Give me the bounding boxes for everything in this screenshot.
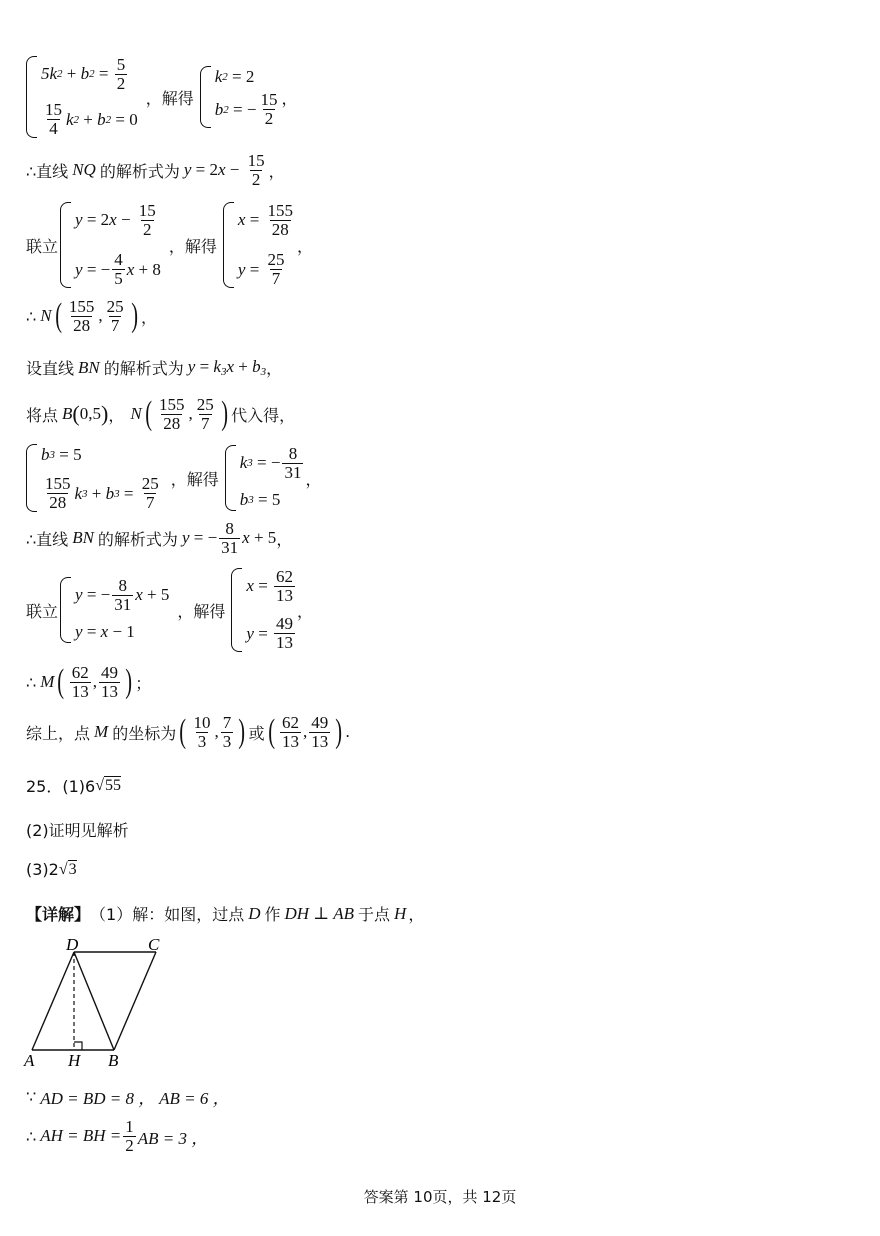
point-h: H — [394, 903, 407, 923]
jiede-text: ，解得 — [168, 236, 217, 256]
label-h: H — [68, 1051, 81, 1070]
jiede-text: ，解得 — [145, 88, 194, 108]
because-expression: AD = BD = 8 ， AB = 6 ， — [40, 1089, 230, 1108]
prefix-text: 将点 — [26, 405, 59, 425]
sqrt-value: 55 — [105, 777, 121, 794]
prefix-text: ∴直线 — [26, 529, 69, 549]
line-nq-expression: ∴直线 NQ 的解析式为 y = 2x − $\frac{15}{2}$ ， — [26, 151, 285, 189]
system-bn-intersection: 联立 y = − $\frac{8}{31}$ x + 5 y = x − 1 ，解得 x = $\frac{62}{13}$ y = $\frac{49}{13}$ ， — [26, 567, 314, 653]
therefore-line: ∴ AH = BH = $\frac{1}{2}$ AB = 3 ， — [26, 1117, 209, 1155]
system-k2-b2: 5 k 2 + b 2 = $\frac{5}{2}$ $\frac{15}{4}$ k 2 + b 2 = 0 ，解得 k 2 = 2 b 2 = − $\frac{15}{2}$ ， — [26, 56, 297, 138]
line-name: BN — [72, 528, 94, 548]
answer-text: 25．(1)6 — [26, 777, 96, 796]
detail-tag: 【详解】 — [26, 905, 91, 924]
line-bn-expression: ∴直线 BN 的解析式为 y = − $\frac{8}{31}$ x + 5 ， — [26, 519, 293, 557]
therefore-symbol: ∴ — [26, 672, 37, 692]
label-c: C — [148, 935, 160, 954]
yu-text: 于点 — [358, 905, 391, 924]
point-m: ∴ M ( $\frac{62}{13}$ , $\frac{49}{13}$ ) ； — [26, 663, 152, 701]
therefore-expression-a: AH = BH = — [40, 1126, 122, 1146]
lianli-text: 联立 — [26, 601, 59, 621]
jiede-text: ，解得 — [177, 601, 226, 621]
lianli-text: 联立 — [26, 236, 59, 256]
line-bn-setup: 设直线 BN 的解析式为 $y = k_3x + b_3$ ， — [26, 357, 283, 378]
detail-line — [26, 902, 424, 925]
prefix-text: 设直线 — [26, 359, 75, 378]
prefix-text: ∴直线 — [26, 161, 69, 181]
sqrt-value: 3 — [68, 861, 77, 878]
answer-25-3: (3)2 √ 3 — [26, 860, 77, 879]
because-line — [26, 1084, 230, 1109]
segment-cb — [114, 952, 156, 1050]
point-name: M — [94, 722, 109, 742]
segment-db — [74, 952, 114, 1050]
mid-text: 的解析式为 — [99, 161, 180, 181]
parallelogram-figure — [20, 932, 200, 1072]
comma-text: ， — [408, 905, 425, 924]
mid-text: 的解析式为 — [103, 359, 184, 378]
or-text: 或 — [248, 723, 265, 743]
therefore-expression-b: AB = 3 ， — [137, 1128, 209, 1148]
page-footer: 答案第 10页，共 12页 — [363, 1188, 517, 1206]
system-nq-intersection: 联立 y = 2 x − $\frac{15}{2}$ y = − $\frac{4}{5}$ x + 8 ，解得 x = $\frac{155}{28}$ y = $\frac{25}{7}$ ， — [26, 201, 314, 289]
line-name: NQ — [72, 160, 96, 180]
substitute-points: 将点 B ( 0,5 ) ， N ( $\frac{155}{28}$ , $\frac{25}{7}$ ) 代入得， — [26, 395, 296, 433]
perpendicular-relation: DH ⊥ AB — [284, 903, 355, 923]
mid-text: 的解析式为 — [97, 529, 178, 549]
summary-line: 综上，点 M 的坐标为 ( $\frac{10}{3}$ , $\frac{7}{3}$ ) 或 ( $\frac{62}{13}$ , $\frac{49}{13}$ ) . — [26, 713, 350, 751]
line-name: BN — [78, 357, 100, 377]
answer-25-1: 25．(1)6 √ 55 — [26, 774, 121, 797]
label-b: B — [108, 1051, 119, 1070]
label-d: D — [66, 935, 79, 954]
prefix-text: 综上，点 — [26, 723, 91, 743]
jiede-text: ，解得 — [170, 469, 219, 489]
right-angle-mark — [74, 1042, 82, 1050]
mid-text: 的坐标为 — [112, 723, 177, 743]
label-a: A — [24, 1051, 35, 1070]
answer-text: (3)2 — [26, 860, 59, 879]
segment-ad — [32, 952, 74, 1050]
because-symbol: ∵ — [26, 1087, 37, 1106]
therefore-symbol: ∴ — [26, 306, 37, 326]
answer-25-2: (2)证明见解析 — [26, 821, 129, 840]
therefore-symbol: ∴ — [26, 1126, 37, 1146]
suffix-text: 代入得， — [231, 405, 296, 425]
zuo-text: 作 — [264, 905, 281, 924]
point-d: D — [248, 903, 261, 923]
point-n: ∴ N ( $\frac{155}{28}$ , $\frac{25}{7}$ ) ， — [26, 297, 157, 335]
detail-text: （1）解：如图，过点 — [90, 905, 245, 924]
system-k3-b3: b 3 = 5 $\frac{155}{28}$ k 3 + b 3 = $\frac{25}{7}$ ，解得 k 3 = − $\frac{8}{31}$ b 3 = 5 ， — [26, 444, 322, 512]
